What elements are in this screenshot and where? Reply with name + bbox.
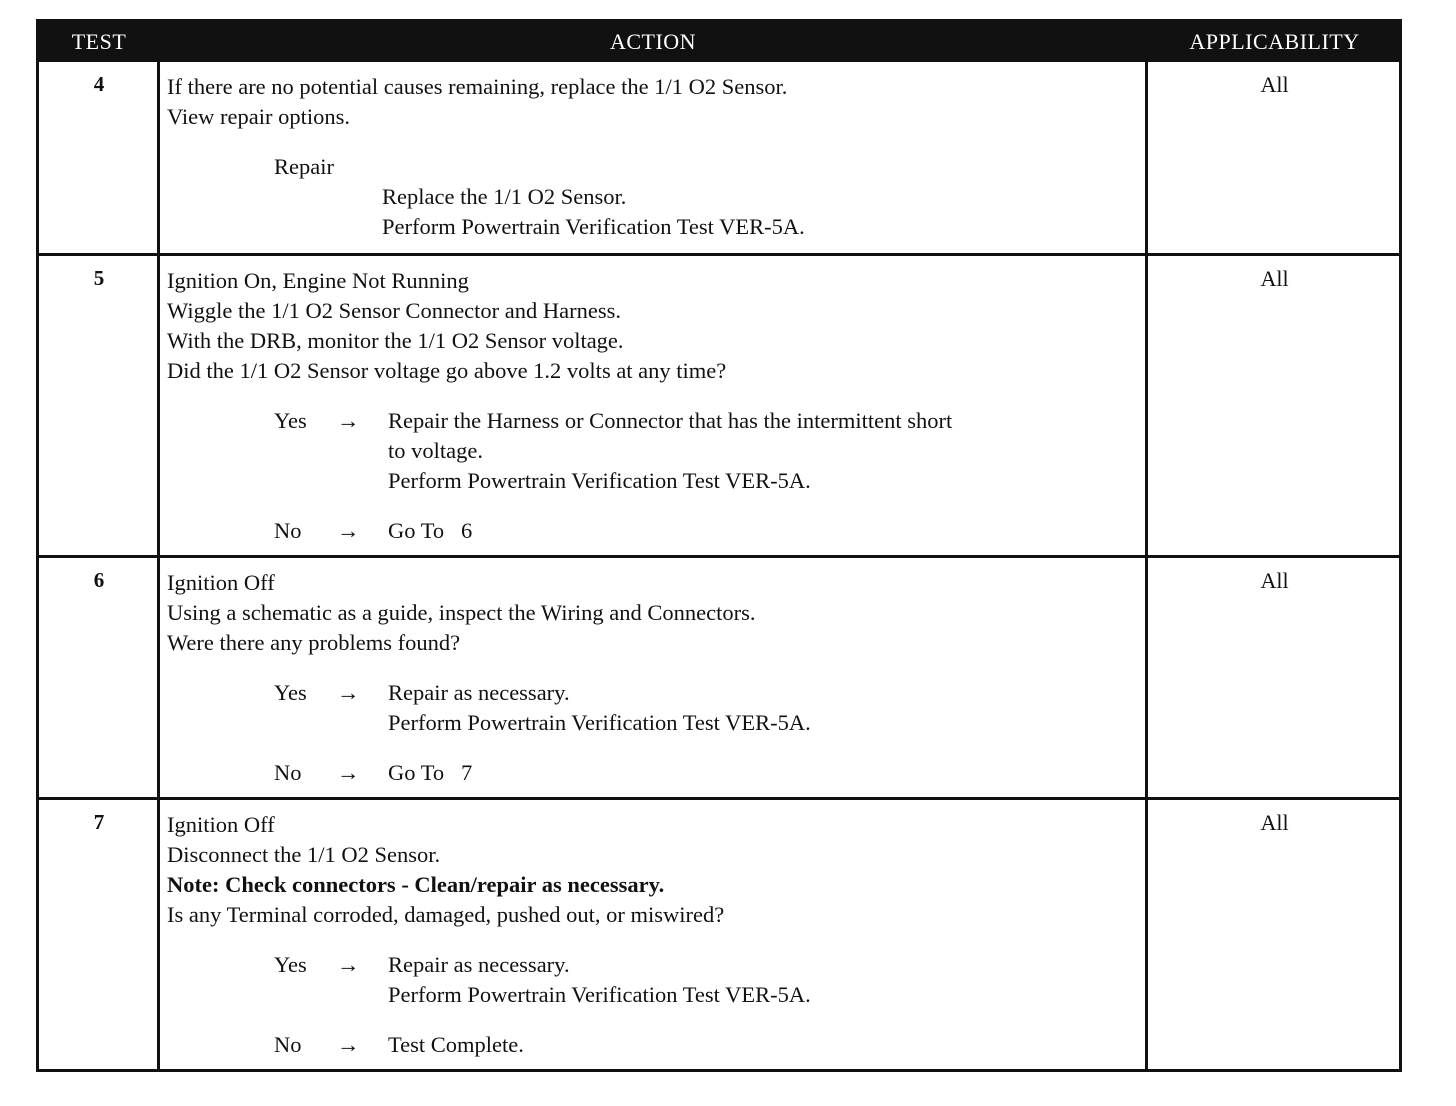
- column-divider: [157, 800, 160, 1069]
- no-label: No: [274, 1032, 302, 1057]
- action-line: With the DRB, monitor the 1/1 O2 Sensor voltage.: [167, 328, 624, 353]
- repair-step: Replace the 1/1 O2 Sensor.: [382, 184, 627, 209]
- test-number: 7: [93, 810, 105, 834]
- action-line: Disconnect the 1/1 O2 Sensor.: [167, 842, 441, 867]
- question-line: Is any Terminal corroded, damaged, pushed out, or miswired?: [167, 902, 725, 927]
- test-number: 6: [93, 568, 105, 592]
- action-line: Ignition On, Engine Not Running: [167, 268, 469, 293]
- column-divider: [157, 558, 160, 797]
- column-divider: [1145, 800, 1148, 1069]
- action-line: Wiggle the 1/1 O2 Sensor Connector and Harness.: [167, 298, 621, 323]
- header-applicability: APPLICABILITY: [1189, 29, 1360, 54]
- column-divider: [157, 256, 160, 555]
- repair-label: Repair: [274, 154, 334, 179]
- applicability-value: All: [1260, 810, 1289, 835]
- no-branch: [167, 758, 1139, 788]
- yes-branch: [167, 678, 1139, 738]
- arrow-right-icon: →: [337, 952, 360, 977]
- yes-result-line: Repair as necessary.: [388, 952, 570, 977]
- arrow-right-icon: →: [337, 680, 360, 705]
- yes-result-line: Repair as necessary.: [388, 680, 570, 705]
- no-branch: [167, 1030, 1139, 1060]
- yes-branch: [167, 950, 1139, 1010]
- test-number: 4: [93, 72, 105, 96]
- applicability-value: All: [1260, 568, 1289, 593]
- yes-result-line: Perform Powertrain Verification Test VER-5A.: [388, 468, 811, 493]
- no-result-line: Go To 6: [388, 518, 473, 543]
- table-row-test-5: [39, 253, 1399, 555]
- yes-result-line: Perform Powertrain Verification Test VER-5A.: [388, 982, 811, 1007]
- header-action: ACTION: [609, 29, 697, 54]
- action-line: Ignition Off: [167, 812, 275, 837]
- action-line: View repair options.: [167, 104, 350, 129]
- diagnostic-table: [36, 19, 1402, 1072]
- action-cell: [167, 810, 1139, 1060]
- no-branch: [167, 516, 1139, 546]
- column-divider: [1145, 256, 1148, 555]
- arrow-right-icon: →: [337, 1032, 360, 1057]
- no-label: No: [274, 518, 302, 543]
- yes-branch: [167, 406, 1139, 496]
- yes-label: Yes: [274, 408, 307, 433]
- repair-step: Perform Powertrain Verification Test VER-5A.: [382, 214, 805, 239]
- table-header: [39, 22, 1399, 62]
- action-line: If there are no potential causes remaining, replace the 1/1 O2 Sensor.: [167, 74, 788, 99]
- action-line: Were there any problems found?: [167, 630, 461, 655]
- no-result-line: Test Complete.: [388, 1032, 524, 1057]
- header-test: TEST: [71, 29, 127, 54]
- table-row-test-7: [39, 797, 1399, 1069]
- applicability-value: All: [1260, 266, 1289, 291]
- action-line: Did the 1/1 O2 Sensor voltage go above 1.2 volts at any time?: [167, 358, 727, 383]
- action-cell: [167, 266, 1139, 546]
- yes-label: Yes: [274, 680, 307, 705]
- table-row-test-6: [39, 555, 1399, 797]
- yes-result-line: to voltage.: [388, 438, 483, 463]
- no-result-line: Go To 7: [388, 760, 473, 785]
- test-number: 5: [93, 266, 105, 290]
- action-cell: [167, 568, 1139, 788]
- arrow-right-icon: →: [337, 760, 360, 785]
- no-label: No: [274, 760, 302, 785]
- action-line: Ignition Off: [167, 570, 275, 595]
- note-line: Note: Check connectors - Clean/repair as necessary.: [167, 872, 665, 897]
- yes-label: Yes: [274, 952, 307, 977]
- yes-result-line: Perform Powertrain Verification Test VER-5A.: [388, 710, 811, 735]
- applicability-value: All: [1260, 72, 1289, 97]
- arrow-right-icon: →: [337, 408, 360, 433]
- table-row-test-4: [39, 62, 1399, 254]
- arrow-right-icon: →: [337, 518, 360, 543]
- action-cell: [167, 72, 1139, 242]
- yes-result-line: Repair the Harness or Connector that has the intermittent short: [388, 408, 953, 433]
- action-line: Using a schematic as a guide, inspect the Wiring and Connectors.: [167, 600, 756, 625]
